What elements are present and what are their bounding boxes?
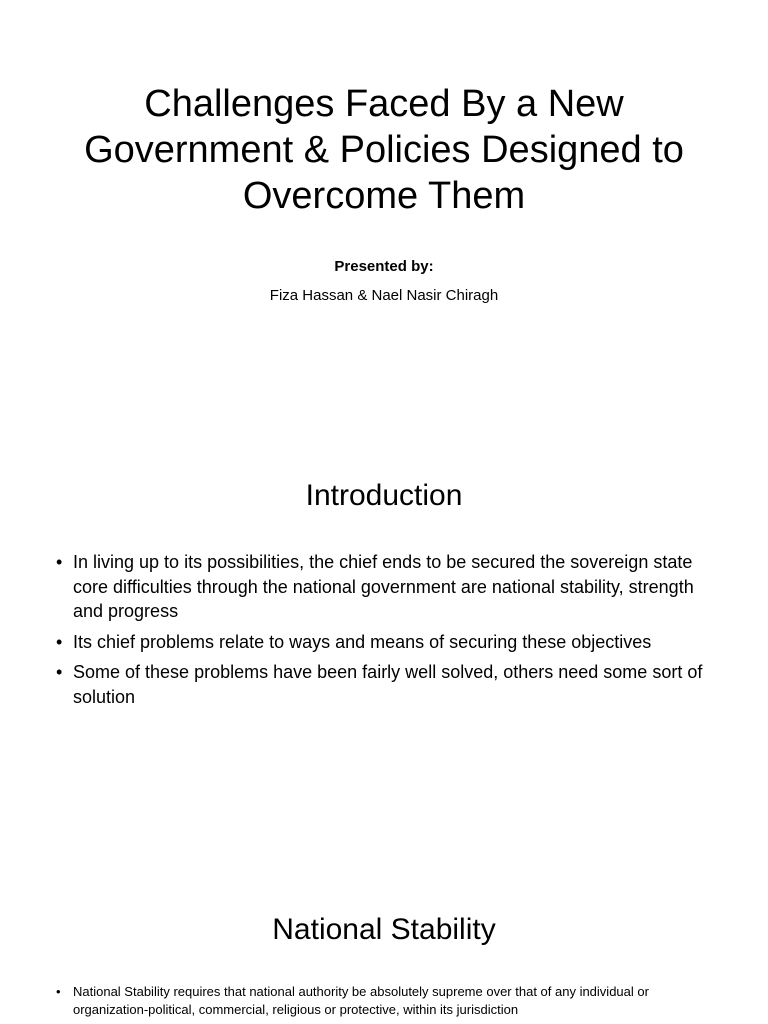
slide-title: Challenges Faced By a New Government & Policies Designed to Overcome Them <box>84 83 684 217</box>
bullet-item: • Some of these problems have been fairly well solved, others need some sort of solution <box>56 660 716 709</box>
presenter-names: Fiza Hassan & Nael Nasir Chiragh <box>269 287 499 304</box>
presented-by-label: Presented by: <box>334 258 434 275</box>
bullet-item: • National Stability requires that national authority be absolutely supreme over that of any individual or organization-political, commercial, religious or protective, within its jurisdiction <box>56 983 716 1018</box>
introduction-bullet-list <box>56 550 716 715</box>
bullet-item: • In living up to its possibilities, the chief ends to be secured the sovereign state core difficulties through the national government are national stability, strength and progress <box>56 550 716 624</box>
introduction-title: Introduction <box>305 479 463 512</box>
bullet-item: • Its chief problems relate to ways and means of securing these objectives <box>56 630 716 655</box>
national-stability-bullet-list <box>56 983 716 1018</box>
national-stability-title: National Stability <box>272 913 496 946</box>
